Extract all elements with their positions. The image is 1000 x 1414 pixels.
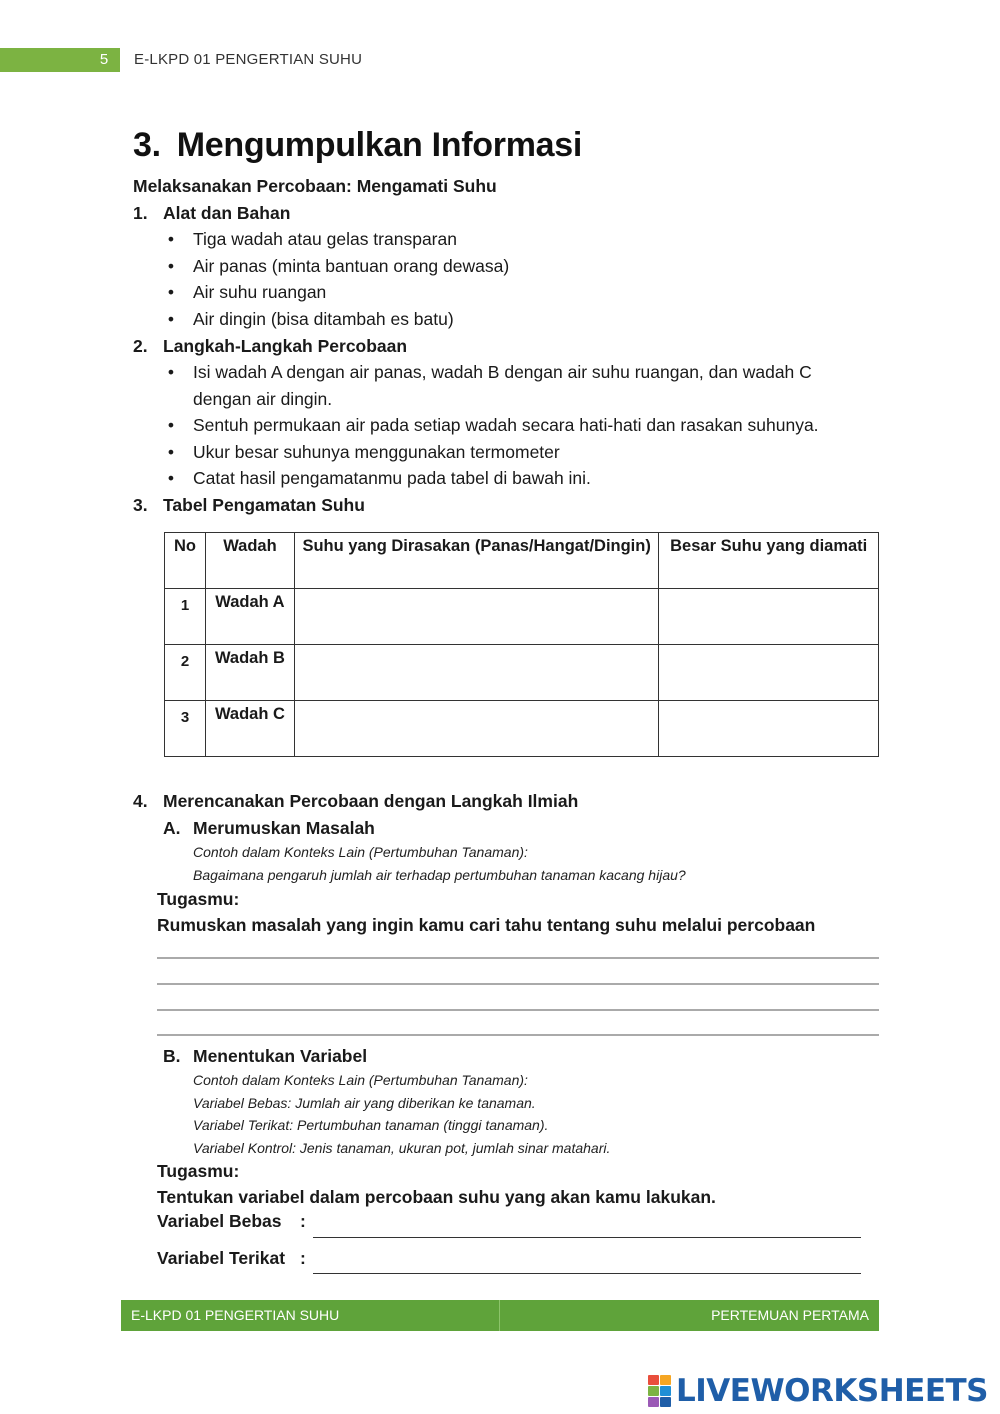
- part2-title: Langkah-Langkah Percobaan: [163, 336, 408, 356]
- footer-left-text: E-LKPD 01 PENGERTIAN SUHU: [131, 1307, 340, 1323]
- section-b-task-label: Tugasmu:: [157, 1161, 240, 1181]
- section-b-title: Menentukan Variabel: [193, 1046, 368, 1066]
- suhu-dirasakan-cell[interactable]: [294, 701, 659, 757]
- list-item-continuation: dengan air dingin.: [193, 388, 333, 409]
- part2-number: 2.: [133, 336, 148, 356]
- row-number: 1: [165, 589, 206, 645]
- table-row: [165, 701, 879, 757]
- list-item: • Air dingin (bisa ditambah es batu): [164, 306, 509, 333]
- part1-title: Alat dan Bahan: [163, 203, 291, 223]
- list-item: • Air suhu ruangan: [164, 279, 509, 306]
- table-header-row: [165, 533, 879, 589]
- table-row: [165, 645, 879, 701]
- experiment-subtitle: Melaksanakan Percobaan: Mengamati Suhu: [133, 176, 497, 196]
- section-number: 3.: [133, 126, 161, 164]
- table-row: [165, 589, 879, 645]
- bullet-icon: •: [167, 362, 175, 382]
- variabel-terikat-line: [313, 1273, 861, 1274]
- part3-title: Tabel Pengamatan Suhu: [163, 495, 365, 515]
- besar-suhu-cell[interactable]: [659, 645, 879, 701]
- bullet-icon: •: [167, 415, 175, 436]
- table-header-cell: Besar Suhu yang diamati: [659, 533, 879, 589]
- list-item: • Air panas (minta bantuan orang dewasa): [164, 253, 509, 280]
- table-header-cell: Suhu yang Dirasakan (Panas/Hangat/Dingin): [294, 533, 659, 589]
- row-number: 3: [165, 701, 206, 757]
- footer-right-text: PERTEMUAN PERTAMA: [711, 1307, 869, 1323]
- footer-bar: [121, 1300, 879, 1331]
- variabel-terikat-colon: :: [300, 1248, 306, 1268]
- part4-number: 4.: [133, 791, 148, 811]
- list-item: • Isi wadah A dengan air panas, wadah B dengan air suhu ruangan, dan wadah C: [164, 359, 819, 386]
- suhu-dirasakan-cell[interactable]: [294, 589, 659, 645]
- section-a-task-label: Tugasmu:: [157, 889, 240, 909]
- besar-suhu-cell[interactable]: [659, 589, 879, 645]
- part2-list: [164, 359, 819, 492]
- answer-line: [157, 983, 879, 985]
- row-number: 2: [165, 645, 206, 701]
- list-item: • Tiga wadah atau gelas transparan: [164, 226, 509, 253]
- bullet-icon: •: [167, 308, 175, 329]
- section-b-letter: B.: [163, 1046, 181, 1066]
- bullet-icon: •: [167, 282, 175, 303]
- section-a-letter: A.: [163, 818, 181, 838]
- section-a-example: Contoh dalam Konteks Lain (Pertumbuhan Tanaman): Bagaimana pengaruh jumlah air terhadap pertumbuhan tanaman kacang hijau?: [193, 844, 686, 883]
- list-item: • Catat hasil pengamatanmu pada tabel di bawah ini.: [164, 465, 819, 492]
- liveworksheets-grid-icon: [648, 1375, 672, 1407]
- bullet-icon: •: [167, 468, 175, 489]
- liveworksheets-logo[interactable]: [648, 1373, 988, 1409]
- liveworksheets-text: LIVEWORKSHEETS: [676, 1373, 988, 1409]
- section-b-task: Tentukan variabel dalam percobaan suhu yang akan kamu lakukan.: [157, 1187, 716, 1207]
- footer-divider: [499, 1300, 500, 1331]
- section-a-task: Rumuskan masalah yang ingin kamu cari tahu tentang suhu melalui percobaan: [157, 915, 816, 935]
- part4-title: Merencanakan Percobaan dengan Langkah Ilmiah: [163, 791, 579, 811]
- bullet-icon: •: [167, 441, 175, 462]
- bullet-icon: •: [167, 229, 175, 249]
- variabel-terikat-label: Variabel Terikat: [157, 1248, 286, 1268]
- list-item: • Ukur besar suhunya menggunakan termometer: [164, 439, 819, 466]
- table-header-cell: Wadah: [205, 533, 294, 589]
- variabel-bebas-label: Variabel Bebas: [157, 1211, 282, 1231]
- suhu-dirasakan-cell[interactable]: [294, 645, 659, 701]
- answer-line: [157, 957, 879, 959]
- part1-number: 1.: [133, 203, 148, 223]
- variabel-bebas-field[interactable]: [313, 1209, 861, 1237]
- variabel-terikat-field[interactable]: [313, 1246, 861, 1274]
- list-item: • Sentuh permukaan air pada setiap wadah secara hati-hati dan rasakan suhunya.: [164, 412, 819, 439]
- section-title: [133, 126, 582, 165]
- answer-line: [157, 1009, 879, 1011]
- part3-number: 3.: [133, 495, 148, 515]
- section-b-example: Contoh dalam Konteks Lain (Pertumbuhan Tanaman): Variabel Bebas: Jumlah air yang diberikan ke tanaman. Variabel Terikat: Pertumbuhan tanaman (tinggi tanaman). Variabel Kontrol: Jenis tanaman, ukuran pot, jumlah sinar matahari.: [193, 1072, 611, 1156]
- row-wadah: Wadah A: [205, 589, 294, 645]
- answer-line: [157, 1034, 879, 1036]
- observation-table: [164, 532, 879, 757]
- bullet-icon: •: [167, 255, 175, 276]
- page-number: 5: [99, 51, 109, 68]
- header-title: E-LKPD 01 PENGERTIAN SUHU: [134, 51, 363, 68]
- section-title-text: Mengumpulkan Informasi: [176, 126, 582, 164]
- problem-answer-area[interactable]: [157, 946, 879, 1036]
- row-wadah: Wadah C: [205, 701, 294, 757]
- row-wadah: Wadah B: [205, 645, 294, 701]
- variabel-bebas-line: [313, 1237, 861, 1238]
- part1-list: [164, 226, 509, 332]
- variabel-bebas-colon: :: [300, 1211, 306, 1231]
- besar-suhu-cell[interactable]: [659, 701, 879, 757]
- table-header-cell: No: [165, 533, 206, 589]
- section-a-title: Merumuskan Masalah: [193, 818, 375, 838]
